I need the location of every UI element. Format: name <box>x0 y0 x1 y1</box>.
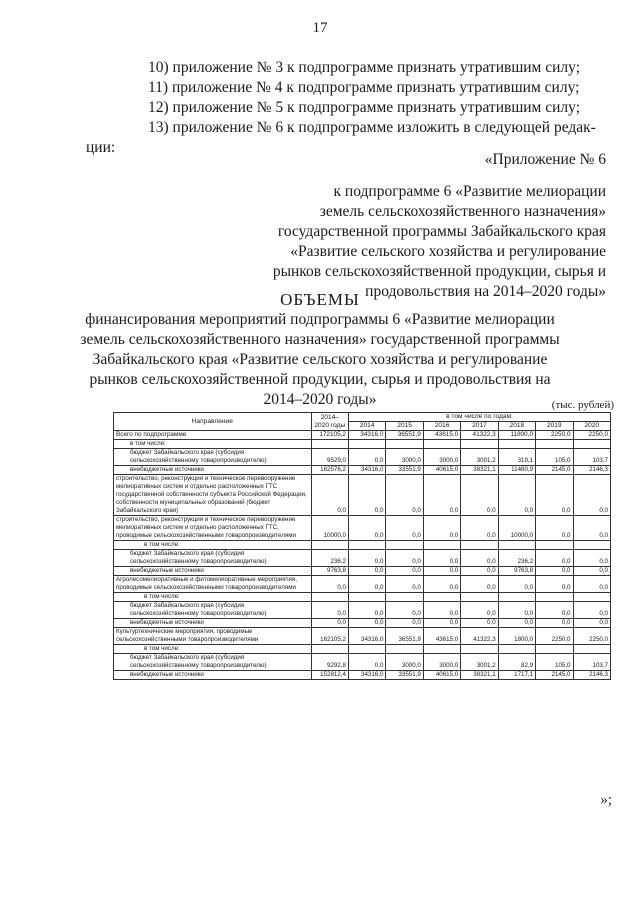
row-label: строительство, реконструкция и техническое перевооружение мелиоративных систем и отдельно расположенных ГТС государственной собственности субъекта Российской Федерации, собственности муниципальных образований (бюджет Забайкальского края) <box>114 475 312 516</box>
cell-year-value: 3001,2 <box>461 654 498 671</box>
cell-year-value: 0,0 <box>423 567 460 576</box>
cell-year-value: 40615,0 <box>423 671 460 680</box>
header-year: 2015 <box>386 422 423 431</box>
table-row <box>114 541 611 550</box>
cell-year-value <box>536 593 573 602</box>
cell-year-value: 34316,0 <box>348 628 385 645</box>
cell-year-value: 0,0 <box>461 619 498 628</box>
table-row <box>114 466 611 475</box>
header-year: 2020 <box>573 422 611 431</box>
table-row <box>114 671 611 680</box>
row-label: внебюджетные источники <box>114 619 312 628</box>
cell-year-value: 33551,9 <box>386 466 423 475</box>
annex-line: земель сельскохозяйственного назначения» <box>319 203 606 220</box>
table-row <box>114 619 611 628</box>
table-row <box>114 593 611 602</box>
cell-year-value <box>386 645 423 654</box>
cell-total: 0,0 <box>311 475 348 516</box>
cell-year-value: 3000,0 <box>423 654 460 671</box>
cell-year-value: 0,0 <box>423 619 460 628</box>
cell-year-value <box>461 593 498 602</box>
cell-total <box>311 440 348 449</box>
cell-year-value: 40615,0 <box>423 466 460 475</box>
cell-year-value: 2250,0 <box>573 431 611 440</box>
row-label: в том числе: <box>114 645 312 654</box>
annex-line: продовольствия на 2014–2020 годы» <box>365 283 606 300</box>
row-label: бюджет Забайкальского края (субсидия сельскохозяйственному товаропроизводителю) <box>114 550 312 567</box>
cell-year-value: 36551,9 <box>386 431 423 440</box>
title-line: рынков сельскохозяйственной продукции, сырья и продовольствия на <box>89 371 551 388</box>
cell-year-value: 0,0 <box>386 550 423 567</box>
cell-year-value <box>498 440 535 449</box>
cell-total <box>311 593 348 602</box>
cell-year-value: 41322,3 <box>461 431 498 440</box>
cell-year-value <box>536 645 573 654</box>
table-row <box>114 567 611 576</box>
cell-year-value: 41322,3 <box>461 628 498 645</box>
amendment-item: 10) приложение № 3 к подпрограмме признать утратившим силу; <box>148 59 580 76</box>
cell-year-value: 0,0 <box>573 602 611 619</box>
row-label: внебюджетные источники <box>114 671 312 680</box>
cell-year-value <box>536 541 573 550</box>
annex-heading: «Приложение № 6 <box>484 151 606 168</box>
page-number: 17 <box>312 20 328 36</box>
amendment-list <box>0 58 640 158</box>
cell-year-value: 0,0 <box>461 602 498 619</box>
cell-year-value: 0,0 <box>498 602 535 619</box>
row-label: Всего по подпрограмме <box>114 431 312 440</box>
header-including: в том числе по годам: <box>348 413 610 422</box>
cell-year-value: 0,0 <box>536 516 573 541</box>
cell-year-value: 82,9 <box>498 654 535 671</box>
title-line: земель сельскохозяйственного назначения» государственной программы <box>80 331 560 348</box>
cell-year-value <box>461 541 498 550</box>
cell-year-value: 11480,9 <box>498 466 535 475</box>
cell-year-value: 38321,1 <box>461 671 498 680</box>
cell-year-value: 2250,0 <box>573 628 611 645</box>
cell-year-value: 10000,0 <box>498 516 535 541</box>
cell-year-value: 0,0 <box>536 602 573 619</box>
cell-year-value <box>536 440 573 449</box>
cell-year-value: 34316,0 <box>348 671 385 680</box>
cell-year-value <box>573 541 611 550</box>
cell-year-value: 0,0 <box>423 576 460 593</box>
table-row <box>114 440 611 449</box>
cell-year-value: 2145,0 <box>536 466 573 475</box>
cell-year-value: 0,0 <box>423 550 460 567</box>
cell-year-value: 2250,0 <box>536 628 573 645</box>
cell-year-value: 3000,0 <box>423 449 460 466</box>
cell-year-value: 0,0 <box>461 516 498 541</box>
amendment-item-continuation: ции: <box>86 139 116 156</box>
cell-total <box>311 541 348 550</box>
cell-year-value: 0,0 <box>498 475 535 516</box>
header-total: 2014–2020 годы <box>311 413 348 431</box>
cell-total: 152812,4 <box>311 671 348 680</box>
cell-total: 0,0 <box>311 619 348 628</box>
table-row <box>114 516 611 541</box>
table-row <box>114 654 611 671</box>
amendment-item: 13) приложение № 6 к подпрограмме изложить в следующей редак- <box>148 119 596 136</box>
cell-year-value: 0,0 <box>423 516 460 541</box>
cell-year-value <box>348 440 385 449</box>
cell-year-value: 0,0 <box>348 550 385 567</box>
cell-year-value <box>573 593 611 602</box>
cell-year-value <box>386 593 423 602</box>
row-label: внебюджетные источники <box>114 466 312 475</box>
cell-year-value: 11800,0 <box>498 431 535 440</box>
cell-year-value: 0,0 <box>461 550 498 567</box>
cell-year-value: 0,0 <box>573 619 611 628</box>
cell-year-value: 103,7 <box>573 449 611 466</box>
header-year: 2016 <box>423 422 460 431</box>
title-head: ОБЪЕМЫ <box>280 290 360 309</box>
cell-total: 162576,2 <box>311 466 348 475</box>
cell-total: 9763,8 <box>311 567 348 576</box>
cell-total: 0,0 <box>311 576 348 593</box>
row-label: Культуртехнические мероприятия, проводимые сельскохозяйственными товаропроизводителями <box>114 628 312 645</box>
cell-year-value <box>461 645 498 654</box>
cell-year-value: 0,0 <box>348 449 385 466</box>
header-year: 2018 <box>498 422 535 431</box>
cell-total: 10000,0 <box>311 516 348 541</box>
title-line: финансирования мероприятий подпрограммы 6 «Развитие мелиорации <box>85 311 555 328</box>
cell-year-value: 0,0 <box>423 475 460 516</box>
cell-year-value <box>498 645 535 654</box>
header-year: 2014 <box>348 422 385 431</box>
cell-year-value: 2146,3 <box>573 466 611 475</box>
cell-year-value <box>423 593 460 602</box>
annex-line: к подпрограмме 6 «Развитие мелиорации <box>333 183 606 200</box>
table-row <box>114 645 611 654</box>
cell-year-value: 33551,9 <box>386 671 423 680</box>
cell-year-value: 0,0 <box>348 654 385 671</box>
cell-year-value: 9763,8 <box>498 567 535 576</box>
cell-year-value: 1800,0 <box>498 628 535 645</box>
table-row <box>114 602 611 619</box>
cell-year-value: 0,0 <box>348 576 385 593</box>
header-direction: Направление <box>114 413 312 431</box>
cell-year-value <box>386 440 423 449</box>
cell-year-value: 0,0 <box>348 619 385 628</box>
cell-total: 9292,8 <box>311 654 348 671</box>
financing-table <box>113 412 611 680</box>
cell-year-value: 0,0 <box>536 567 573 576</box>
cell-year-value: 3000,0 <box>386 449 423 466</box>
row-label: бюджет Забайкальского края (субсидия сельскохозяйственному товаропроизводителю) <box>114 449 312 466</box>
closing-mark: »; <box>600 792 612 808</box>
cell-year-value: 0,0 <box>536 550 573 567</box>
annex-line: «Развитие сельского хозяйства и регулирование <box>290 243 606 260</box>
cell-year-value: 0,0 <box>386 475 423 516</box>
row-label: внебюджетные источники <box>114 567 312 576</box>
cell-year-value: 0,0 <box>573 475 611 516</box>
cell-total: 172105,2 <box>311 431 348 440</box>
table-row <box>114 576 611 593</box>
cell-year-value: 0,0 <box>573 576 611 593</box>
cell-year-value: 0,0 <box>348 516 385 541</box>
table-row <box>114 475 611 516</box>
table-row <box>114 449 611 466</box>
annex-line: государственной программы Забайкальского края <box>277 223 606 240</box>
cell-year-value <box>423 645 460 654</box>
row-label: в том числе: <box>114 541 312 550</box>
cell-year-value: 3000,0 <box>386 654 423 671</box>
annex-line: рынков сельскохозяйственной продукции, сырья и <box>272 263 606 280</box>
cell-year-value: 2145,0 <box>536 671 573 680</box>
cell-year-value: 0,0 <box>423 602 460 619</box>
cell-year-value <box>498 541 535 550</box>
cell-year-value: 103,7 <box>573 654 611 671</box>
row-label: строительство, реконструкция и техническое перевооружение мелиоративных систем и отдельно расположенных ГТС, проводимые сельскохозяйственными товаропроизводителями <box>114 516 312 541</box>
row-label: бюджет Забайкальского края (субсидия сельскохозяйственному товаропроизводителю) <box>114 654 312 671</box>
cell-total: 236,2 <box>311 550 348 567</box>
cell-year-value: 2146,3 <box>573 671 611 680</box>
row-label: Агролесомелиоративные и фитомелиоративные мероприятия, проводимые сельскохозяйственными товаропроизводителями <box>114 576 312 593</box>
cell-year-value <box>573 645 611 654</box>
cell-year-value: 0,0 <box>536 475 573 516</box>
header-year: 2019 <box>536 422 573 431</box>
cell-year-value: 43615,0 <box>423 628 460 645</box>
cell-year-value <box>573 440 611 449</box>
amendment-item: 12) приложение № 5 к подпрограмме признать утратившим силу; <box>148 99 580 116</box>
table-row <box>114 550 611 567</box>
cell-year-value <box>461 440 498 449</box>
cell-year-value: 43615,0 <box>423 431 460 440</box>
row-label: в том числе: <box>114 593 312 602</box>
cell-year-value: 0,0 <box>461 475 498 516</box>
document-title <box>60 290 580 410</box>
cell-year-value <box>423 440 460 449</box>
cell-year-value: 0,0 <box>498 619 535 628</box>
cell-year-value: 38321,1 <box>461 466 498 475</box>
cell-year-value: 0,0 <box>573 550 611 567</box>
cell-year-value: 0,0 <box>386 619 423 628</box>
cell-year-value: 0,0 <box>573 567 611 576</box>
amendment-item: 11) приложение № 4 к подпрограмме признать утратившим силу; <box>148 79 580 96</box>
cell-year-value <box>423 541 460 550</box>
cell-year-value: 236,2 <box>498 550 535 567</box>
cell-year-value: 1717,1 <box>498 671 535 680</box>
cell-year-value: 0,0 <box>348 567 385 576</box>
cell-year-value <box>348 645 385 654</box>
cell-year-value: 36551,9 <box>386 628 423 645</box>
cell-total: 162105,2 <box>311 628 348 645</box>
cell-year-value: 105,0 <box>536 449 573 466</box>
cell-year-value: 0,0 <box>573 516 611 541</box>
cell-year-value: 319,1 <box>498 449 535 466</box>
cell-year-value: 0,0 <box>461 576 498 593</box>
cell-year-value <box>348 593 385 602</box>
cell-year-value: 0,0 <box>348 602 385 619</box>
cell-year-value: 0,0 <box>461 567 498 576</box>
cell-year-value: 0,0 <box>386 516 423 541</box>
cell-year-value <box>348 541 385 550</box>
cell-year-value: 0,0 <box>498 576 535 593</box>
cell-total: 0,0 <box>311 602 348 619</box>
header-year: 2017 <box>461 422 498 431</box>
cell-year-value: 0,0 <box>386 576 423 593</box>
cell-year-value: 34316,0 <box>348 466 385 475</box>
cell-year-value: 105,0 <box>536 654 573 671</box>
cell-year-value: 0,0 <box>536 576 573 593</box>
cell-year-value: 0,0 <box>536 619 573 628</box>
cell-year-value: 34316,0 <box>348 431 385 440</box>
cell-year-value: 0,0 <box>386 602 423 619</box>
cell-year-value: 0,0 <box>348 475 385 516</box>
row-label: в том числе: <box>114 440 312 449</box>
annex-header <box>246 150 606 302</box>
title-line: 2014–2020 годы» <box>263 391 377 408</box>
cell-total <box>311 645 348 654</box>
cell-year-value: 2250,0 <box>536 431 573 440</box>
cell-year-value <box>386 541 423 550</box>
table-row <box>114 431 611 440</box>
cell-year-value: 0,0 <box>386 567 423 576</box>
cell-total: 9529,0 <box>311 449 348 466</box>
units-label: (тыс. рублей) <box>551 399 614 411</box>
title-line: Забайкальского края «Развитие сельского хозяйства и регулирование <box>92 351 548 368</box>
table-row <box>114 628 611 645</box>
cell-year-value: 3001,2 <box>461 449 498 466</box>
cell-year-value <box>498 593 535 602</box>
row-label: бюджет Забайкальского края (субсидия сельскохозяйственному товаропроизводителю) <box>114 602 312 619</box>
